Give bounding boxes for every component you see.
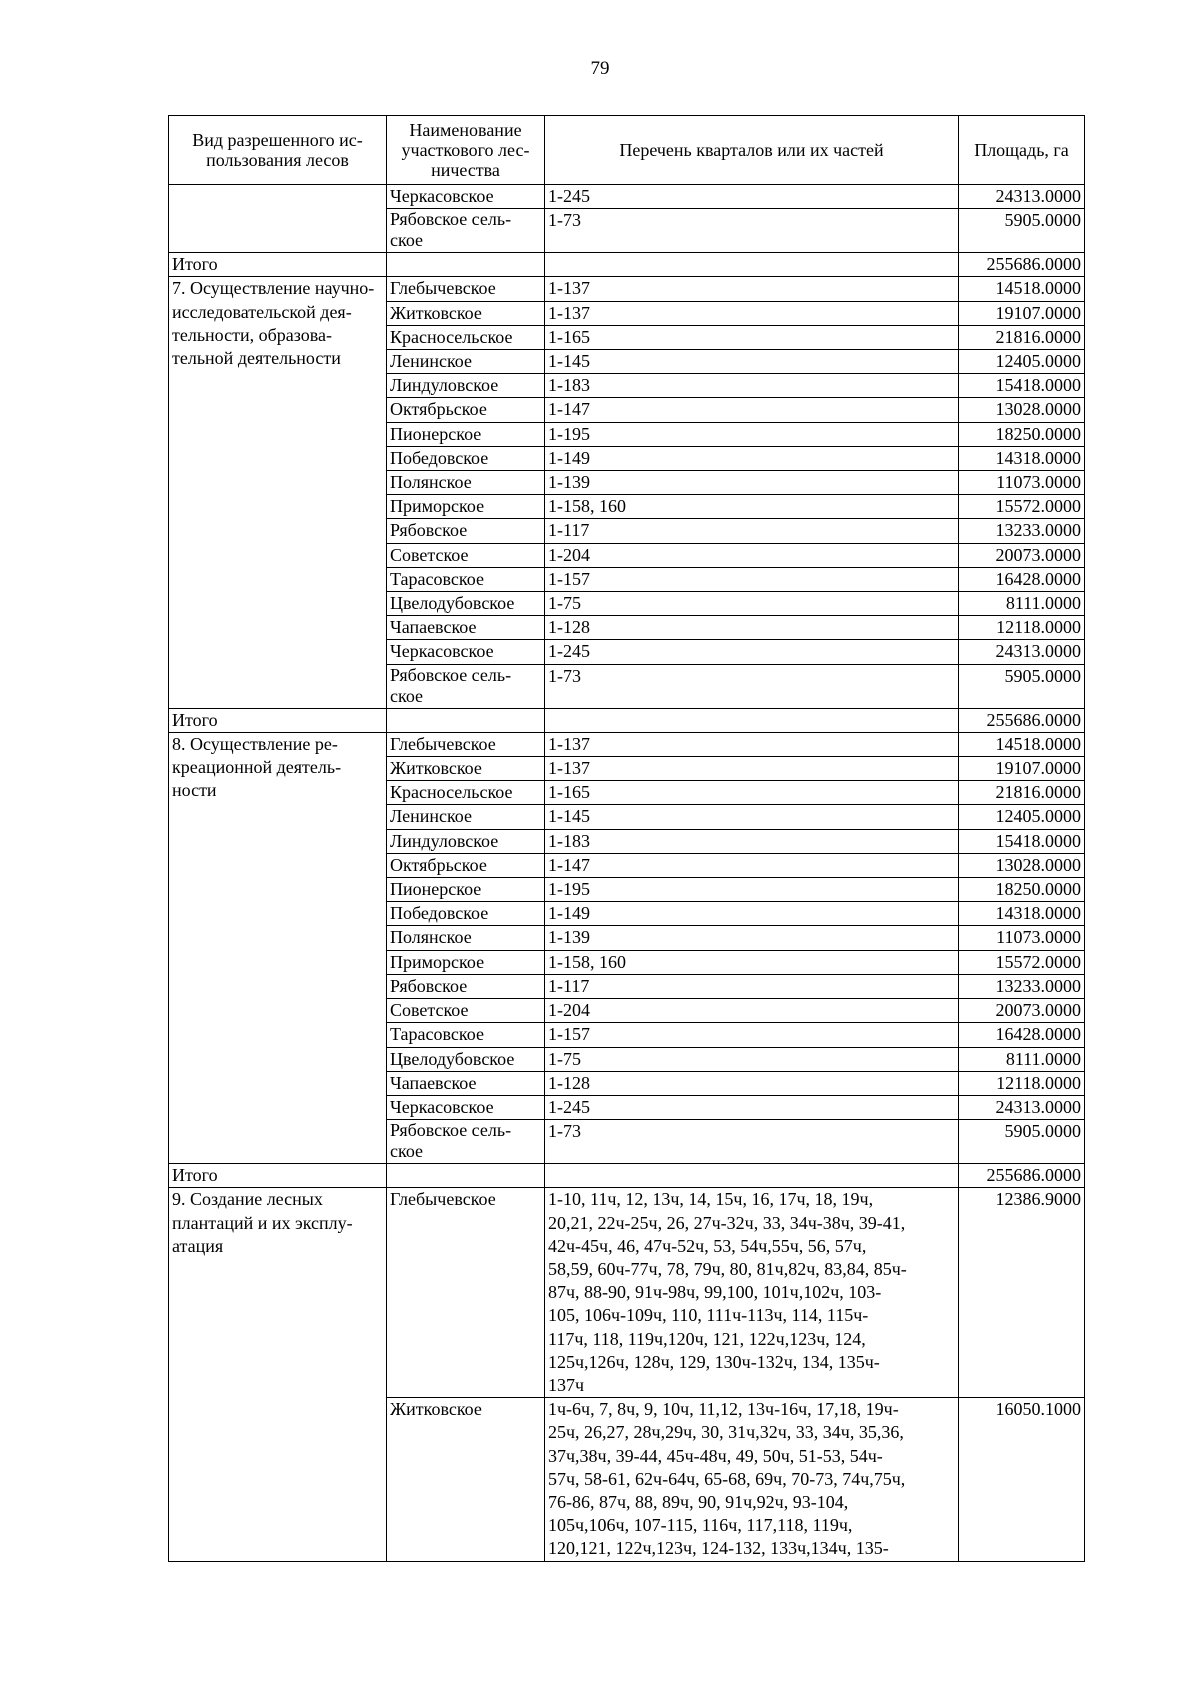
forestry-cell: Советское [387, 543, 545, 567]
forestry-cell: Рябовское [387, 519, 545, 543]
forestry-cell: Цвелодубовское [387, 592, 545, 616]
forestry-cell: Победовское [387, 902, 545, 926]
empty-cell [545, 253, 959, 277]
quarters-cell: 1-158, 160 [545, 950, 959, 974]
area-cell: 18250.0000 [959, 878, 1085, 902]
total-area-cell: 255686.0000 [959, 253, 1085, 277]
quarters-cell: 1-145 [545, 350, 959, 374]
forestry-cell: Чапаевское [387, 1071, 545, 1095]
area-cell: 24313.0000 [959, 1095, 1085, 1119]
area-cell: 24313.0000 [959, 640, 1085, 664]
forestry-cell: Пионерское [387, 422, 545, 446]
quarters-line: 1ч-6ч, 7, 8ч, 9, 10ч, 11,12, 13ч-16ч, 17,18, 19ч- [548, 1399, 899, 1420]
quarters-cell: 1-183 [545, 829, 959, 853]
quarters-cell: 1-145 [545, 805, 959, 829]
area-cell: 19107.0000 [959, 757, 1085, 781]
empty-cell [387, 253, 545, 277]
empty-cell [387, 1164, 545, 1188]
quarters-cell: 1-147 [545, 853, 959, 877]
area-cell: 13028.0000 [959, 398, 1085, 422]
area-cell: 16428.0000 [959, 1023, 1085, 1047]
forestry-cell: Победовское [387, 446, 545, 470]
quarters-cell: 1-149 [545, 446, 959, 470]
header-use-type: Вид разрешенного ис-пользования лесов [169, 116, 387, 185]
quarters-cell: 1-245 [545, 185, 959, 209]
use-type-cell [169, 185, 387, 253]
forestry-cell: Пионерское [387, 878, 545, 902]
quarters-list-cell [545, 1188, 959, 1398]
forestry-cell: Октябрьское [387, 398, 545, 422]
forestry-cell: Рябовское сель-ское [387, 664, 545, 708]
forestry-cell: Тарасовское [387, 1023, 545, 1047]
area-cell: 8111.0000 [959, 1047, 1085, 1071]
area-cell: 20073.0000 [959, 999, 1085, 1023]
quarters-line: 37ч,38ч, 39-44, 45ч-48ч, 49, 50ч, 51-53, 54ч- [548, 1445, 883, 1466]
header-quarters-list: Перечень кварталов или их частей [545, 116, 959, 185]
quarters-cell: 1-139 [545, 471, 959, 495]
area-cell: 21816.0000 [959, 781, 1085, 805]
quarters-line: 105ч,106ч, 107-115, 116ч, 117,118, 119ч, [548, 1515, 853, 1536]
area-cell: 13028.0000 [959, 853, 1085, 877]
quarters-cell: 1-157 [545, 567, 959, 591]
forestry-cell: Октябрьское [387, 853, 545, 877]
quarters-cell: 1-158, 160 [545, 495, 959, 519]
forestry-cell: Черкасовское [387, 640, 545, 664]
quarters-list-cell [545, 1398, 959, 1561]
quarters-cell: 1-195 [545, 422, 959, 446]
area-cell: 19107.0000 [959, 301, 1085, 325]
area-cell: 15572.0000 [959, 495, 1085, 519]
table-header-row [169, 116, 1085, 185]
area-cell: 14318.0000 [959, 902, 1085, 926]
area-cell: 15418.0000 [959, 829, 1085, 853]
quarters-cell: 1-183 [545, 374, 959, 398]
quarters-cell: 1-165 [545, 325, 959, 349]
quarters-cell: 1-75 [545, 592, 959, 616]
quarters-line: 57ч, 58-61, 62ч-64ч, 65-68, 69ч, 70-73, 74ч,75ч, [548, 1468, 906, 1489]
quarters-cell: 1-137 [545, 301, 959, 325]
table-row [169, 185, 1085, 209]
forestry-cell: Советское [387, 999, 545, 1023]
area-cell: 14518.0000 [959, 277, 1085, 301]
quarters-cell: 1-204 [545, 543, 959, 567]
area-cell: 15572.0000 [959, 950, 1085, 974]
quarters-line: 42ч-45ч, 46, 47ч-52ч, 53, 54ч,55ч, 56, 57ч, [548, 1235, 867, 1256]
quarters-line: 125ч,126ч, 128ч, 129, 130ч-132ч, 134, 135ч- [548, 1351, 880, 1372]
table-row [169, 732, 1085, 756]
page-number: 79 [590, 58, 610, 79]
quarters-cell: 1-73 [545, 209, 959, 253]
forestry-cell: Рябовское сель-ское [387, 1120, 545, 1164]
forestry-cell: Линдуловское [387, 374, 545, 398]
forestry-cell: Ленинское [387, 805, 545, 829]
total-label-cell: Итого [169, 1164, 387, 1188]
quarters-cell: 1-137 [545, 277, 959, 301]
quarters-cell: 1-245 [545, 640, 959, 664]
area-cell: 12118.0000 [959, 1071, 1085, 1095]
forestry-cell: Приморское [387, 495, 545, 519]
quarters-line: 105, 106ч-109ч, 110, 111ч-113ч, 114, 115ч- [548, 1305, 869, 1326]
quarters-cell: 1-128 [545, 1071, 959, 1095]
table-row [169, 1188, 1085, 1398]
header-area: Площадь, га [959, 116, 1085, 185]
quarters-cell: 1-73 [545, 664, 959, 708]
quarters-line: 25ч, 26,27, 28ч,29ч, 30, 31ч,32ч, 33, 34ч, 35,36, [548, 1422, 904, 1443]
forestry-cell: Чапаевское [387, 616, 545, 640]
area-cell: 12386.9000 [959, 1188, 1085, 1398]
use-type-cell: 7. Осуществление научно-исследовательской дея-тельности, образова-тельной деятельности [169, 277, 387, 708]
quarters-cell: 1-73 [545, 1120, 959, 1164]
total-label-cell: Итого [169, 708, 387, 732]
area-cell: 13233.0000 [959, 974, 1085, 998]
quarters-line: 137ч [548, 1374, 585, 1395]
quarters-cell: 1-157 [545, 1023, 959, 1047]
forestry-cell: Глебычевское [387, 1188, 545, 1398]
total-row [169, 708, 1085, 732]
forestry-cell: Полянское [387, 471, 545, 495]
quarters-cell: 1-165 [545, 781, 959, 805]
total-row [169, 1164, 1085, 1188]
quarters-cell: 1-117 [545, 974, 959, 998]
forest-use-table [168, 115, 1085, 1562]
empty-cell [387, 708, 545, 732]
empty-cell [545, 1164, 959, 1188]
forestry-cell: Тарасовское [387, 567, 545, 591]
area-cell: 5905.0000 [959, 209, 1085, 253]
total-label-cell: Итого [169, 253, 387, 277]
forestry-cell: Красносельское [387, 325, 545, 349]
area-cell: 15418.0000 [959, 374, 1085, 398]
quarters-cell: 1-147 [545, 398, 959, 422]
quarters-cell: 1-245 [545, 1095, 959, 1119]
table-row [169, 277, 1085, 301]
area-cell: 11073.0000 [959, 926, 1085, 950]
forestry-cell: Ленинское [387, 350, 545, 374]
forestry-cell: Житковское [387, 1398, 545, 1561]
empty-cell [545, 708, 959, 732]
area-cell: 21816.0000 [959, 325, 1085, 349]
area-cell: 14518.0000 [959, 732, 1085, 756]
forestry-cell: Житковское [387, 757, 545, 781]
area-cell: 12118.0000 [959, 616, 1085, 640]
forestry-cell: Красносельское [387, 781, 545, 805]
area-cell: 14318.0000 [959, 446, 1085, 470]
quarters-line: 87ч, 88-90, 91ч-98ч, 99,100, 101ч,102ч, 103- [548, 1282, 882, 1303]
quarters-cell: 1-149 [545, 902, 959, 926]
forestry-cell: Глебычевское [387, 732, 545, 756]
quarters-line: 120,121, 122ч,123ч, 124-132, 133ч,134ч, 135- [548, 1538, 889, 1559]
forestry-cell: Рябовское сель-ское [387, 209, 545, 253]
area-cell: 18250.0000 [959, 422, 1085, 446]
forestry-cell: Рябовское [387, 974, 545, 998]
forestry-cell: Цвелодубовское [387, 1047, 545, 1071]
area-cell: 16050.1000 [959, 1398, 1085, 1561]
quarters-line: 76-86, 87ч, 88, 89ч, 90, 91ч,92ч, 93-104, [548, 1491, 849, 1512]
quarters-line: 58,59, 60ч-77ч, 78, 79ч, 80, 81ч,82ч, 83,84, 85ч- [548, 1258, 907, 1279]
forestry-cell: Черкасовское [387, 185, 545, 209]
area-cell: 12405.0000 [959, 805, 1085, 829]
area-cell: 12405.0000 [959, 350, 1085, 374]
forestry-cell: Глебычевское [387, 277, 545, 301]
quarters-cell: 1-204 [545, 999, 959, 1023]
forestry-cell: Приморское [387, 950, 545, 974]
quarters-line: 20,21, 22ч-25ч, 26, 27ч-32ч, 33, 34ч-38ч, 39-41, [548, 1212, 906, 1233]
area-cell: 16428.0000 [959, 567, 1085, 591]
area-cell: 5905.0000 [959, 1120, 1085, 1164]
area-cell: 24313.0000 [959, 185, 1085, 209]
total-row [169, 253, 1085, 277]
use-type-cell: 8. Осуществление ре-креационной деятель-ности [169, 732, 387, 1163]
quarters-cell: 1-195 [545, 878, 959, 902]
quarters-cell: 1-75 [545, 1047, 959, 1071]
quarters-line: 117ч, 118, 119ч,120ч, 121, 122ч,123ч, 124, [548, 1328, 866, 1349]
forestry-cell: Черкасовское [387, 1095, 545, 1119]
quarters-cell: 1-137 [545, 757, 959, 781]
header-forestry-name: Наименование участкового лес-ничества [387, 116, 545, 185]
area-cell: 20073.0000 [959, 543, 1085, 567]
area-cell: 5905.0000 [959, 664, 1085, 708]
quarters-cell: 1-117 [545, 519, 959, 543]
quarters-cell: 1-139 [545, 926, 959, 950]
quarters-cell: 1-128 [545, 616, 959, 640]
forestry-cell: Житковское [387, 301, 545, 325]
total-area-cell: 255686.0000 [959, 708, 1085, 732]
table-body [169, 185, 1085, 1562]
total-area-cell: 255686.0000 [959, 1164, 1085, 1188]
use-type-cell: 9. Создание лесных плантаций и их эксплу-атация [169, 1188, 387, 1561]
quarters-cell: 1-137 [545, 732, 959, 756]
area-cell: 13233.0000 [959, 519, 1085, 543]
forestry-cell: Полянское [387, 926, 545, 950]
forestry-cell: Линдуловское [387, 829, 545, 853]
quarters-line: 1-10, 11ч, 12, 13ч, 14, 15ч, 16, 17ч, 18, 19ч, [548, 1189, 874, 1210]
area-cell: 11073.0000 [959, 471, 1085, 495]
area-cell: 8111.0000 [959, 592, 1085, 616]
